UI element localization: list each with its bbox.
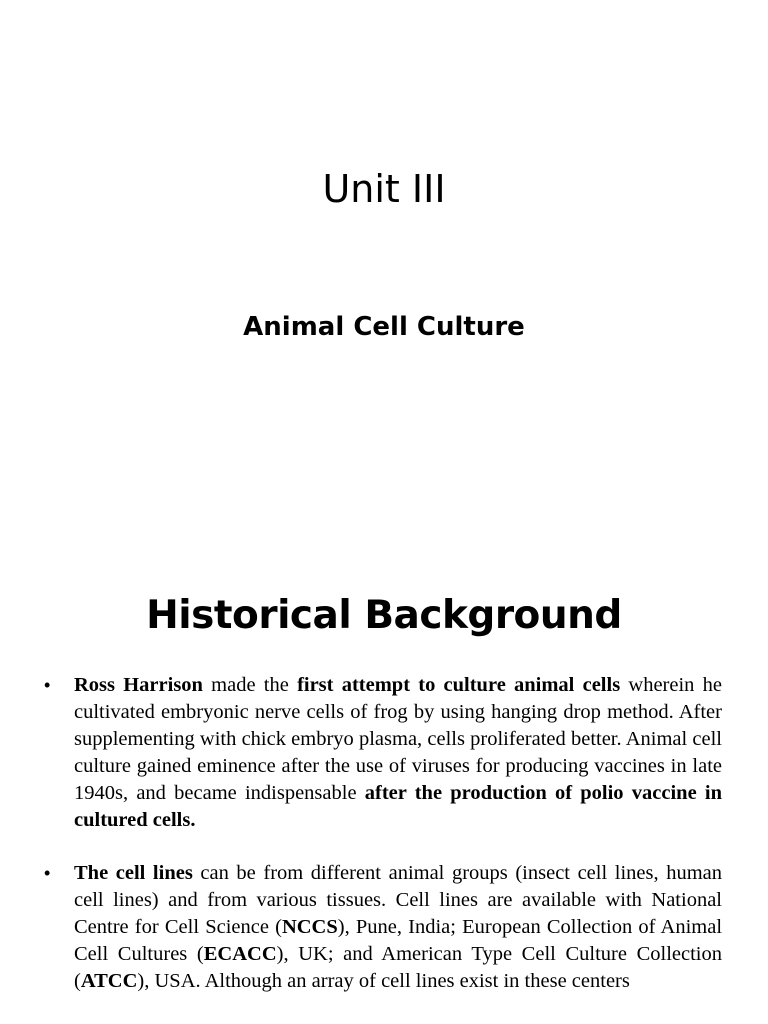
bold-text: The cell lines — [74, 862, 193, 884]
bullet-item — [44, 860, 722, 995]
bold-text: Ross Harrison — [74, 674, 203, 696]
body-text: ), USA. Although an array of cell lines exist in these centers — [137, 970, 630, 992]
body-text: ), UK; and American Type Cell Culture Collection ( — [74, 943, 722, 992]
body-text: can be from different animal groups (insect cell lines, human cell lines) and from various tissues. Cell lines are available with National Centre for Cell Science ( — [74, 862, 722, 938]
slide-historical-background — [0, 520, 768, 1024]
body-text: wherein he cultivated embryonic nerve cells of frog by using hanging drop method. After supplementing with chick embryo plasma, cells proliferated better. Animal cell culture gained eminence after the use of viruses for producing vaccines in late 1940s, and became indispensable — [74, 674, 722, 804]
bullet-item — [44, 672, 722, 834]
bullet-icon: • — [44, 675, 51, 695]
body-text: made the — [202, 674, 298, 696]
section-heading: Historical Background — [146, 593, 622, 638]
unit-subtitle: Animal Cell Culture — [243, 312, 525, 342]
bold-text: NCCS — [281, 916, 338, 938]
bullet-list — [44, 672, 722, 1021]
bold-text: ECACC — [203, 943, 277, 965]
bold-text: first attempt to culture animal cells — [297, 674, 621, 696]
bold-text: after the production of polio vaccine in cultured cells. — [74, 782, 722, 831]
body-text: ), Pune, India; European Collection of Animal Cell Cultures ( — [74, 916, 723, 965]
unit-title: Unit III — [322, 167, 446, 211]
bold-text: ATCC — [80, 970, 138, 992]
bullet-icon: • — [44, 863, 51, 883]
